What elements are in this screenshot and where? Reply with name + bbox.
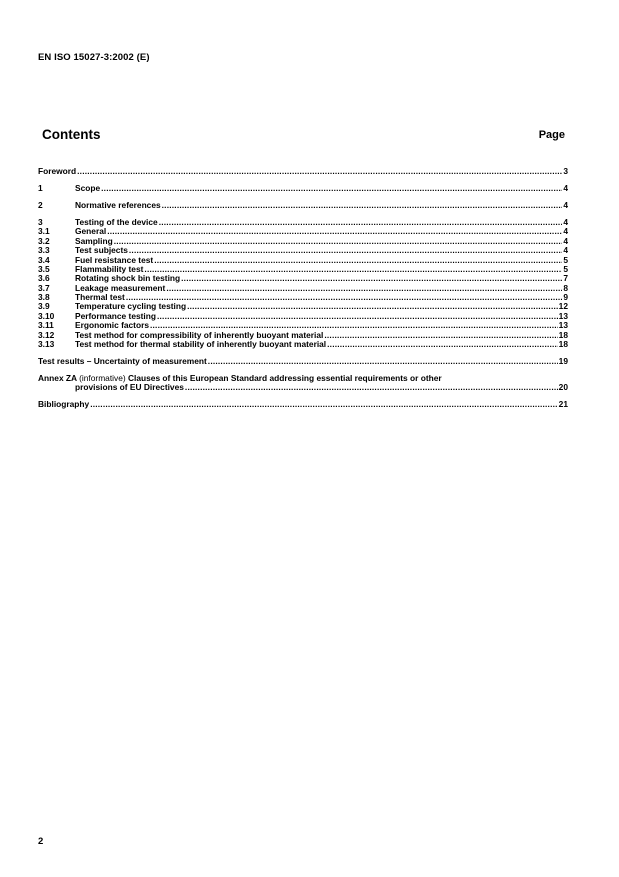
toc-entry-page: 4 — [563, 216, 568, 227]
toc-entry-title: Foreword — [38, 165, 77, 176]
table-of-contents — [38, 167, 568, 410]
toc-entry-title: Fuel resistance test — [75, 254, 154, 265]
annex-title-line1: Clauses of this European Standard addressing essential requirements or other — [127, 373, 442, 383]
toc-entry-title: Normative references — [75, 199, 161, 210]
toc-entry-number: 3.7 — [38, 282, 50, 293]
toc-entry-title: Leakage measurement — [75, 282, 166, 293]
toc-entry-number: 3.2 — [38, 235, 50, 246]
toc-entry-page: 12 — [558, 301, 568, 312]
toc-entry-title: Temperature cycling testing — [75, 301, 187, 312]
toc-entry[interactable] — [38, 357, 568, 366]
bibliography-page: 21 — [558, 399, 568, 410]
toc-entries — [38, 167, 568, 366]
leader-dots — [114, 237, 563, 246]
leader-dots — [144, 265, 562, 274]
toc-entry-number: 3.13 — [38, 339, 55, 350]
toc-entry-number: 3 — [38, 216, 43, 227]
toc-entry[interactable] — [38, 167, 568, 176]
toc-entry-number: 3.1 — [38, 226, 50, 237]
toc-entry-page: 4 — [563, 226, 568, 237]
leader-dots — [187, 302, 558, 311]
leader-dots — [126, 293, 563, 302]
toc-entry-number: 3.12 — [38, 329, 55, 340]
leader-dots — [129, 246, 562, 255]
toc-entry-page: 4 — [563, 182, 568, 193]
toc-entry-number: 3.6 — [38, 273, 50, 284]
toc-entry-number: 3.10 — [38, 310, 55, 321]
toc-entry-bibliography[interactable] — [38, 400, 568, 409]
leader-dots — [107, 227, 562, 236]
toc-entry-title: Test results – Uncertainty of measurement — [38, 356, 207, 366]
toc-entry-title: Scope — [75, 182, 101, 193]
leader-dots — [101, 184, 562, 193]
page-column-heading: Page — [538, 129, 565, 141]
toc-entry-title: Testing of the device — [75, 216, 158, 227]
toc-entry-page: 9 — [563, 292, 568, 303]
toc-entry-title: Ergonomic factors — [75, 320, 149, 331]
toc-entry-number: 3.5 — [38, 263, 50, 274]
toc-entry-page: 4 — [563, 199, 568, 210]
leader-dots — [185, 383, 558, 392]
toc-entry-title: Performance testing — [75, 310, 156, 321]
toc-entry[interactable] — [38, 227, 568, 236]
annex-qualifier: (informative) — [79, 373, 126, 383]
leader-dots — [208, 357, 558, 366]
toc-entry-page: 7 — [563, 273, 568, 284]
leader-dots — [154, 256, 562, 265]
toc-entry-page: 8 — [563, 282, 568, 293]
leader-dots — [157, 312, 558, 321]
toc-entry[interactable] — [38, 340, 568, 349]
leader-dots — [324, 331, 557, 340]
leader-dots — [166, 284, 562, 293]
toc-entry-page: 4 — [563, 245, 568, 256]
toc-entry-title: General — [75, 226, 107, 237]
toc-entry-page: 13 — [558, 320, 568, 331]
toc-entry-title: Rotating shock bin testing — [75, 273, 181, 284]
toc-entry-number: 3.3 — [38, 245, 50, 256]
toc-entry-number: 3.9 — [38, 301, 50, 312]
toc-entry-page: 19 — [558, 356, 568, 366]
footer-page-number: 2 — [38, 836, 44, 847]
toc-entry[interactable] — [38, 218, 568, 227]
toc-entry-number: 3.4 — [38, 254, 50, 265]
toc-entry-annex-za[interactable] — [38, 374, 568, 393]
annex-page: 20 — [558, 382, 568, 393]
toc-entry[interactable] — [38, 201, 568, 210]
toc-entry-number: 2 — [38, 199, 43, 210]
toc-entry-page: 3 — [563, 165, 568, 176]
toc-entry-title: Sampling — [75, 235, 113, 246]
leader-dots — [159, 218, 563, 227]
leader-dots — [77, 167, 562, 176]
toc-entry-title: Test method for thermal stability of inherently buoyant material — [75, 339, 327, 350]
annex-title-line2: provisions of EU Directives — [75, 382, 184, 393]
document-id: EN ISO 15027-3:2002 (E) — [38, 52, 150, 63]
toc-entry-number: 1 — [38, 182, 43, 193]
toc-entry-title: Flammability test — [75, 263, 144, 274]
leader-dots — [327, 340, 558, 349]
toc-entry-page: 4 — [563, 235, 568, 246]
leader-dots — [162, 201, 563, 210]
annex-label: Annex ZA — [38, 373, 77, 383]
toc-entry-page: 5 — [563, 254, 568, 265]
bibliography-title: Bibliography — [38, 399, 90, 410]
toc-entry-title: Test method for compressibility of inherently buoyant material — [75, 329, 324, 340]
toc-entry-number: 3.11 — [38, 320, 54, 331]
leader-dots — [90, 400, 557, 409]
toc-entry-page: 13 — [558, 310, 568, 321]
toc-entry[interactable] — [38, 184, 568, 193]
toc-entry-page: 18 — [558, 339, 568, 350]
leader-dots — [181, 274, 562, 283]
toc-entry-title: Test subjects — [75, 245, 128, 256]
contents-title: Contents — [42, 127, 101, 142]
toc-entry-page: 5 — [563, 263, 568, 274]
toc-entry-number: 3.8 — [38, 292, 50, 303]
toc-entry-page: 18 — [558, 329, 568, 340]
toc-entry-title: Thermal test — [75, 292, 125, 303]
